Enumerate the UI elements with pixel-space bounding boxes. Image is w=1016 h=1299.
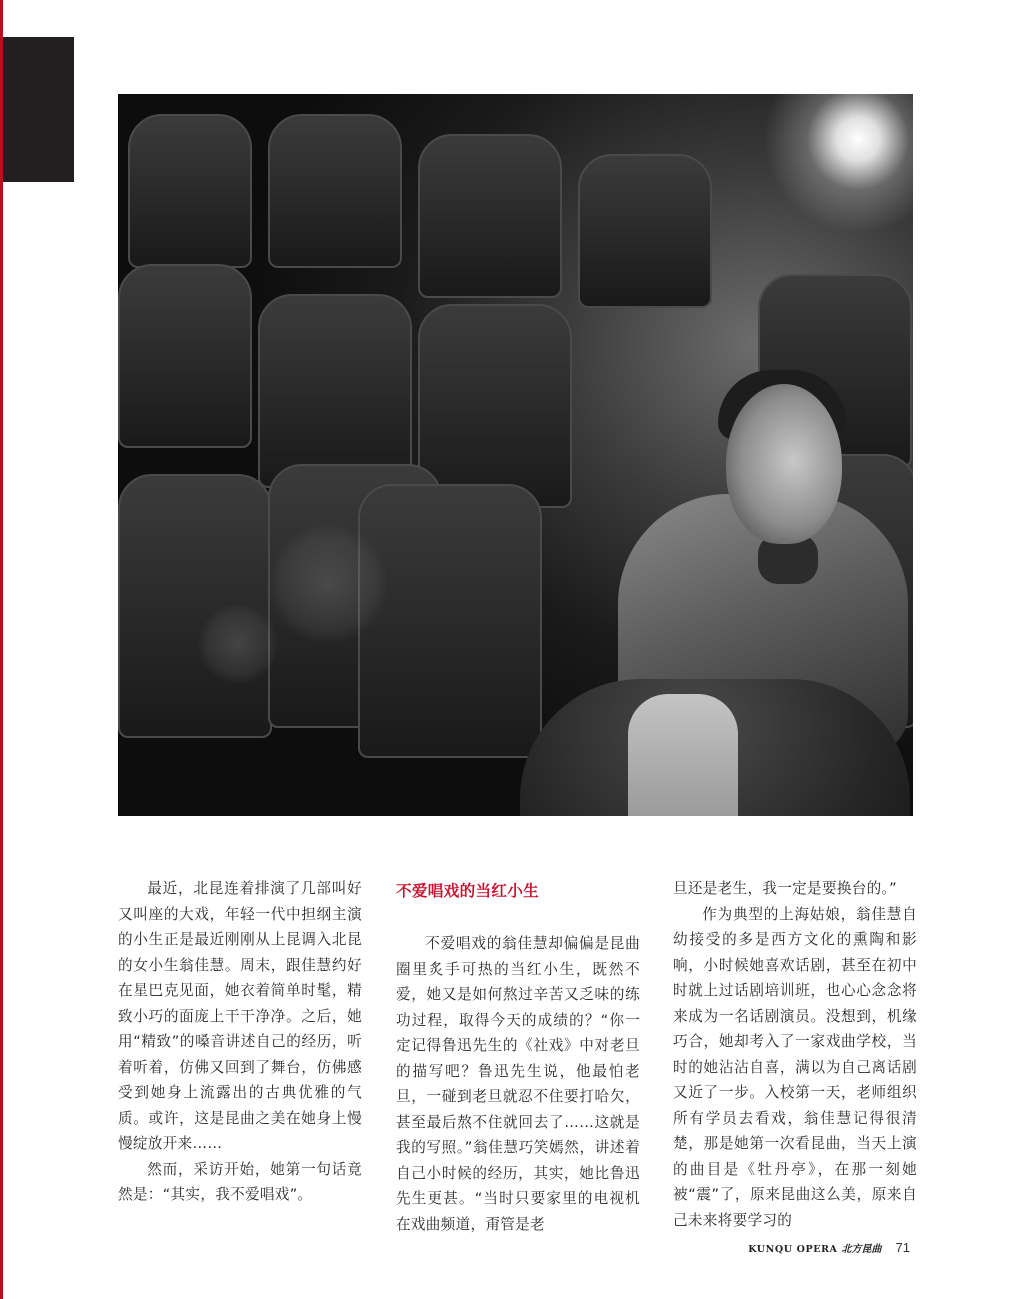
text-column-3 <box>673 876 917 1233</box>
paragraph: 作为典型的上海姑娘，翁佳慧自幼接受的多是西方文化的熏陶和影响，小时候她喜欢话剧，甚至在初中时就上过话剧培训班，也心心念念将来成为一名话剧演员。没想到，机缘巧合，她却考入了一家戏曲学校，当时的她沾沾自喜，满以为自己离话剧又近了一步。入校第一天，老师组织所有学员去看戏，翁佳慧记得很清楚，那是她第一次看昆曲，当天上演的曲目是《牡丹亭》，在那一刻她被“震”了，原来昆曲这么美，原来自己未来将要学习的 <box>673 905 917 1229</box>
page-footer <box>748 1240 910 1255</box>
text-column-2 <box>396 876 640 1237</box>
paragraph: 然而，采访开始，她第一句话竟然是：“其实，我不爱唱戏”。 <box>118 1160 362 1203</box>
footer-brand-cn: 北方昆曲 <box>841 1244 882 1255</box>
paragraph: 旦还是老生，我一定是要换台的。” <box>673 880 897 897</box>
subject-hands <box>628 694 738 816</box>
page-edge-stripe <box>0 0 3 1299</box>
section-heading: 不爱唱戏的当红小生 <box>396 882 540 900</box>
paragraph: 最近，北昆连着排演了几部叫好又叫座的大戏，年轻一代中担纲主演的小生正是最近刚刚从上昆调入北昆的女小生翁佳慧。周末，跟佳慧约好在星巴克见面，她衣着简单时髦，精致小巧的面庞上干干净净。之后，她用“精致”的嗓音讲述自己的经历，听着听着，仿佛又回到了舞台，仿佛感受到她身上流露出的古典优雅的气质。或许，这是昆曲之美在她身上慢慢绽放开来…… <box>118 880 362 1152</box>
page-number: 71 <box>895 1240 910 1255</box>
section-tab <box>3 37 74 182</box>
paragraph: 不爱唱戏的翁佳慧却偏偏是昆曲圈里炙手可热的当红小生，既然不爱，她又是如何熬过辛苦又乏味的练功过程，取得今天的成绩的？“你一定记得鲁迅先生的《社戏》中对老旦的描写吧？鲁迅先生说，他最怕老旦，一碰到老旦就忍不住要打哈欠，甚至最后熬不住就回去了……这就是我的写照。”翁佳慧巧笑嫣然，讲述着自己小时候的经历，其实，她比鲁迅先生更甚。“当时只要家里的电视机在戏曲频道，甭管是老 <box>396 935 640 1233</box>
subject-face <box>726 384 842 544</box>
footer-brand-en: KUNQU OPERA <box>748 1244 838 1255</box>
light-flare <box>763 94 913 234</box>
text-column-1 <box>118 876 362 1208</box>
portrait-photo <box>118 94 913 816</box>
